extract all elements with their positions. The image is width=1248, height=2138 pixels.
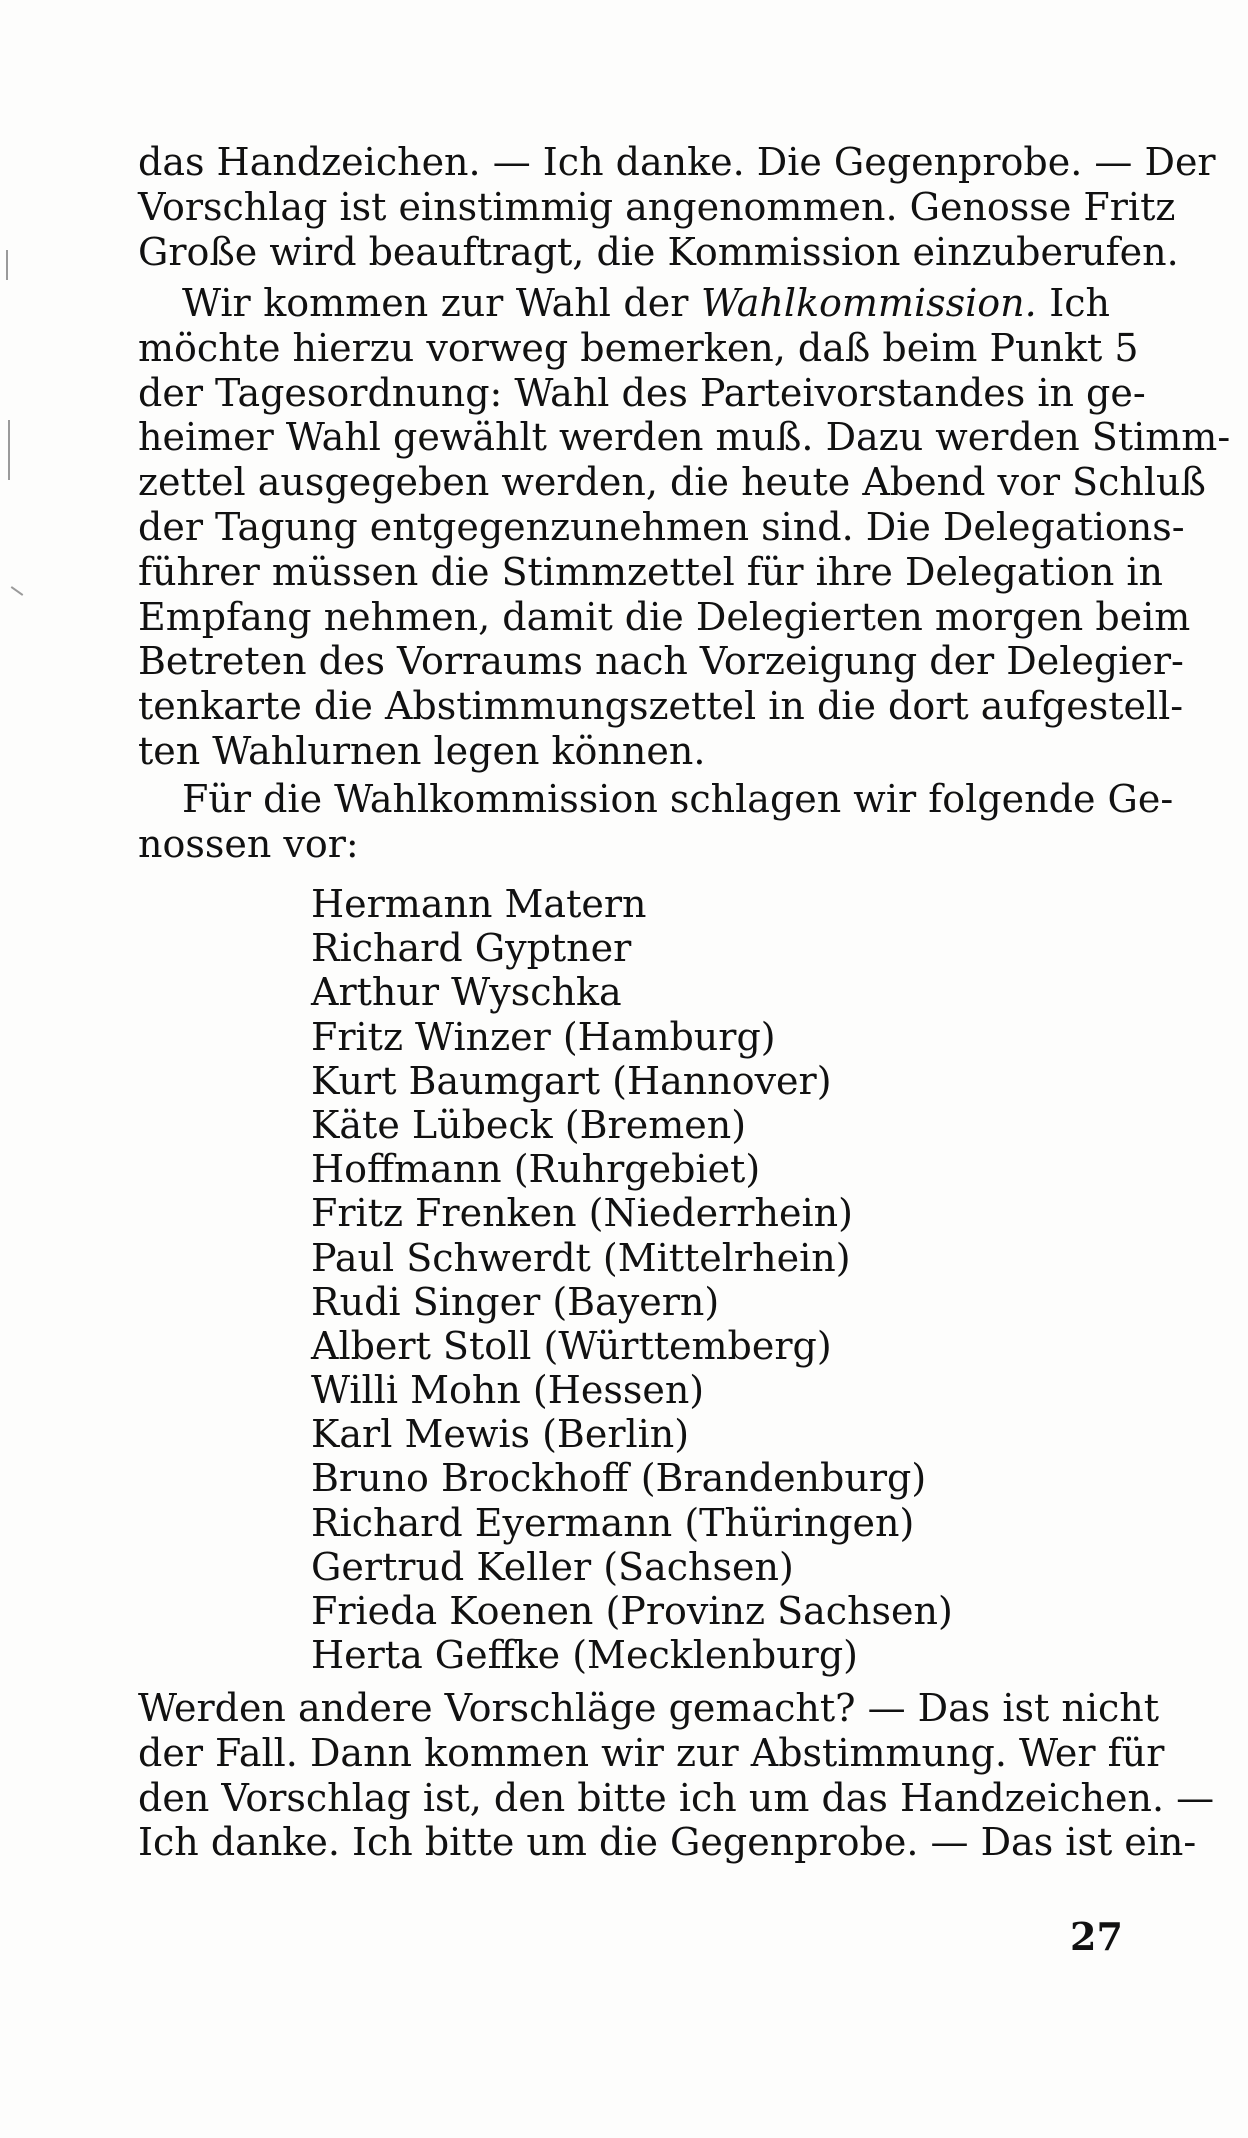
text-line: den Vorschlag ist, den bitte ich um das Handzeichen. — xyxy=(138,1775,1215,1820)
scan-edge-mark xyxy=(11,586,24,596)
text-line: Empfang nehmen, damit die Delegierten morgen beim xyxy=(138,594,1191,639)
paragraph-continuation xyxy=(138,140,1216,274)
nominee-item: Arthur Wyschka xyxy=(311,970,622,1015)
text-segment: Wir kommen zur Wahl der xyxy=(182,281,701,325)
text-line: Vorschlag ist einstimmig angenommen. Genosse Fritz xyxy=(138,184,1176,229)
text-line: Ich danke. Ich bitte um die Gegenprobe. — Das ist ein- xyxy=(138,1820,1197,1865)
nominee-item: Karl Mewis (Berlin) xyxy=(311,1412,690,1457)
text-line: Werden andere Vorschläge gemacht? — Das ist nicht xyxy=(138,1686,1160,1730)
nominee-item: Richard Eyermann (Thüringen) xyxy=(311,1500,915,1545)
text-line: Für die Wahlkommission schlagen wir folgende Ge- xyxy=(182,777,1174,821)
nominee-item: Willi Mohn (Hessen) xyxy=(311,1368,705,1413)
text-line: heimer Wahl gewählt werden muß. Dazu werden Stimm- xyxy=(138,415,1231,460)
page-number: 27 xyxy=(1070,1914,1123,1959)
text-line: das Handzeichen. — Ich danke. Die Gegenprobe. — Der xyxy=(138,140,1216,184)
nominee-item: Hoffmann (Ruhrgebiet) xyxy=(311,1147,761,1192)
nominee-list xyxy=(311,882,953,1677)
nominee-item: Hermann Matern xyxy=(311,882,647,926)
nominee-item: Bruno Brockhoff (Brandenburg) xyxy=(311,1456,927,1501)
text-line: der Tagung entgegenzunehmen sind. Die Delegations- xyxy=(138,504,1185,549)
nominee-item: Fritz Winzer (Hamburg) xyxy=(311,1014,776,1059)
nominee-item: Rudi Singer (Bayern) xyxy=(311,1279,720,1324)
emphasized-term: Wahlkommission. xyxy=(700,281,1037,325)
nominee-item: Fritz Frenken (Niederrhein) xyxy=(311,1191,853,1236)
nominee-item: Kurt Baumgart (Hannover) xyxy=(311,1058,832,1103)
nominee-item: Herta Geffke (Mecklenburg) xyxy=(311,1633,858,1678)
nominee-item: Käte Lübeck (Bremen) xyxy=(311,1102,747,1147)
scan-edge-mark xyxy=(6,250,8,280)
text-line: der Fall. Dann kommen wir zur Abstimmung. Wer für xyxy=(138,1730,1165,1775)
text-segment: Ich xyxy=(1036,281,1110,325)
text-line: möchte hierzu vorweg bemerken, daß beim Punkt 5 xyxy=(138,325,1139,370)
paragraph-wahlkommission xyxy=(138,281,1231,774)
text-line: der Tagesordnung: Wahl des Parteivorstandes in ge- xyxy=(138,370,1146,415)
nominee-item: Albert Stoll (Württemberg) xyxy=(311,1323,832,1368)
nominee-item: Paul Schwerdt (Mittelrhein) xyxy=(311,1235,851,1280)
nominee-item: Frieda Koenen (Provinz Sachsen) xyxy=(311,1589,953,1633)
paragraph-proposal xyxy=(138,777,1174,867)
text-line: ten Wahlurnen legen können. xyxy=(138,728,706,773)
text-line: zettel ausgegeben werden, die heute Abend vor Schluß xyxy=(138,460,1206,505)
nominee-item: Gertrud Keller (Sachsen) xyxy=(311,1544,794,1589)
text-line xyxy=(138,281,1110,326)
text-line: tenkarte die Abstimmungszettel in die dort aufgestell- xyxy=(138,684,1184,729)
nominee-item: Richard Gyptner xyxy=(311,926,632,971)
text-line: nossen vor: xyxy=(138,821,359,866)
text-line: führer müssen die Stimmzettel für ihre Delegation in xyxy=(138,549,1163,594)
text-line: Betreten des Vorraums nach Vorzeigung der Delegier- xyxy=(138,639,1184,684)
paragraph-vote xyxy=(138,1686,1215,1865)
text-line: Große wird beauftragt, die Kommission einzuberufen. xyxy=(138,229,1179,274)
scan-edge-mark xyxy=(8,420,10,480)
